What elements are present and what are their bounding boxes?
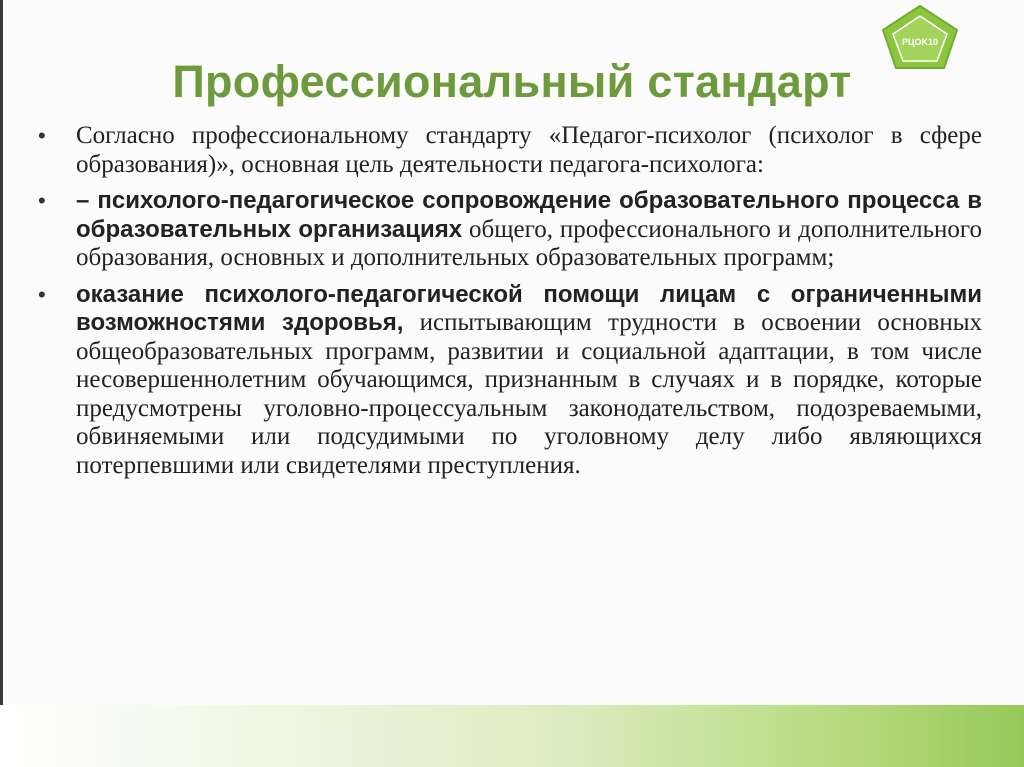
- footer-gradient-band: [0, 705, 1024, 767]
- slide-title: Профессиональный стандарт: [172, 56, 852, 107]
- bullet-marker: •: [38, 281, 46, 307]
- bullet-item-text: Согласно профессиональному стандарту «Педагог-психолог (психолог в сфере образования)», основная цель деятельности педагога-психолога:: [76, 122, 982, 178]
- bullet-item-bold-text: – психолого-педагогическое сопровождение образовательного процесса в образовательных организациях: [76, 187, 982, 243]
- bullet-item-text: общего, профессионального и дополнительного образования, основных и дополнительных образовательных программ;: [76, 215, 983, 271]
- bullet-item-2: [30, 187, 982, 273]
- bullet-item-text: испытывающим трудности в освоении основных общеобразовательных программ, развитии и социальной адаптации, в том числе несовершеннолетним обучающимся, признанным в случаях и в порядке, которые предусмотрены уголовно-процессуальным законодательством, подозреваемыми, обвиняемыми или подсудимыми по уголовному делу либо являющихся потерпевшими или свидетелями преступления.: [76, 309, 982, 479]
- bullet-list: [30, 122, 982, 488]
- logo-text: PЦOK10: [901, 37, 939, 47]
- bullet-marker: •: [38, 188, 46, 213]
- bullet-item-bold-text: оказание психолого-педагогической помощи лицам с ограниченными возможностями здоровья,: [76, 280, 982, 336]
- bullet-item-1: [30, 122, 982, 179]
- bullet-marker: •: [38, 123, 46, 148]
- bullet-item-3: [30, 281, 982, 481]
